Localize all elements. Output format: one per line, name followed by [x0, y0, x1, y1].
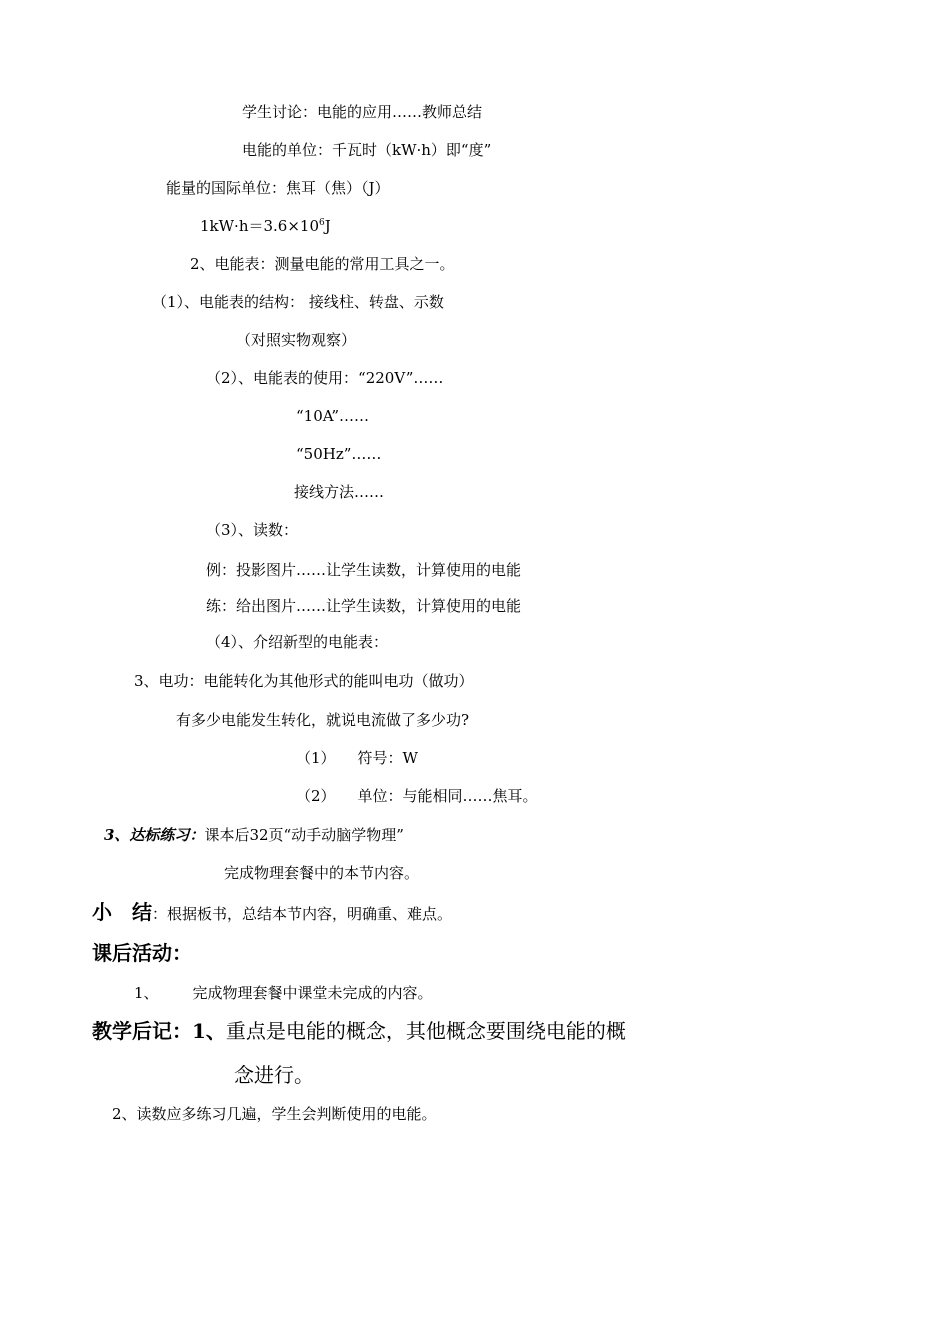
- conversion-base: 1kW·h＝3.6×10: [200, 217, 319, 235]
- teaching-notes-label: 教学后记：1、: [92, 1019, 226, 1043]
- line-meter-structure: （1）、电能表的结构： 接线柱、转盘、示数: [152, 293, 444, 311]
- exercise-text: 课本后32页“动手动脑学物理”: [204, 826, 404, 844]
- line-reading-heading: （3）、读数：: [206, 521, 299, 539]
- line-observe: （对照实物观察）: [236, 331, 357, 349]
- line-meter-heading: 2、电能表：测量电能的常用工具之一。: [190, 255, 455, 273]
- after-class-text: 完成物理套餐中课堂未完成的内容。: [192, 984, 433, 1002]
- conversion-exponent: 6: [319, 218, 325, 228]
- symbol-text: 符号：W: [357, 749, 418, 767]
- line-example: 例：投影图片……让学生读数，计算使用的电能: [206, 561, 522, 579]
- line-10a: “10A”……: [296, 407, 370, 425]
- line-teaching-notes-cont: 念进行。: [234, 1063, 314, 1087]
- line-electric-work: 3、电功：电能转化为其他形式的能叫电功（做功）: [134, 672, 474, 690]
- after-class-heading: 课后活动：: [92, 941, 192, 965]
- line-practice: 练：给出图片……让学生读数，计算使用的电能: [206, 597, 522, 615]
- exercise-label: 3、达标练习：: [104, 826, 205, 844]
- conversion-unit: J: [324, 217, 331, 235]
- unit-text: 单位：与能相同……焦耳。: [357, 787, 538, 805]
- line-conversion: [200, 216, 331, 236]
- summary-text: ：根据板书，总结本节内容，明确重、难点。: [152, 905, 453, 923]
- unit-number: （2）: [296, 787, 336, 805]
- line-work-question: 有多少电能发生转化，就说电流做了多少功?: [176, 711, 470, 729]
- teaching-notes-text: 重点是电能的概念，其他概念要围绕电能的概: [225, 1019, 626, 1043]
- line-discussion: 学生讨论：电能的应用……教师总结: [242, 103, 483, 121]
- line-50hz: “50Hz”……: [296, 445, 382, 463]
- after-class-number: 1、: [134, 984, 159, 1002]
- line-teaching-notes: [92, 1018, 626, 1044]
- line-unit-kwh: 电能的单位：千瓦时（kW·h）即“度”: [242, 141, 492, 159]
- line-meter-usage: （2）、电能表的使用：“220V”……: [206, 369, 444, 387]
- line-teaching-notes-2: 2、读数应多练习几遍，学生会判断使用的电能。: [112, 1105, 437, 1123]
- summary-label: 小 结: [92, 900, 152, 924]
- line-summary: [92, 899, 452, 927]
- line-unit-joule: 能量的国际单位：焦耳（焦）（J）: [166, 179, 390, 197]
- line-exercise-complete: 完成物理套餐中的本节内容。: [224, 864, 420, 882]
- line-after-class-item: [134, 983, 433, 1003]
- line-new-meter: （4）、介绍新型的电能表：: [206, 633, 389, 651]
- symbol-number: （1）: [296, 749, 336, 767]
- line-wiring: 接线方法……: [294, 483, 385, 501]
- line-unit-work: [296, 786, 538, 806]
- line-exercise: [104, 825, 404, 845]
- line-symbol: [296, 748, 418, 768]
